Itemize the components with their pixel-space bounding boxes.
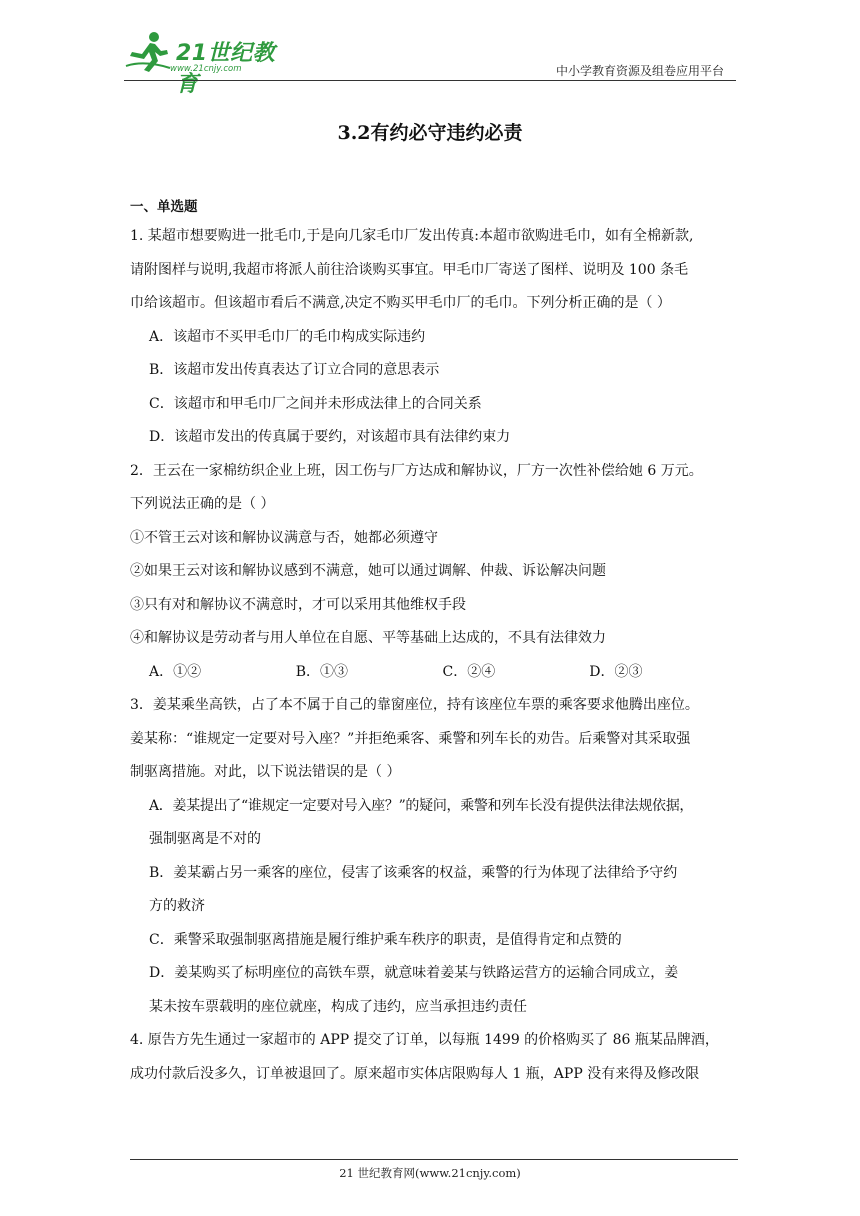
question-2-line-1: 2．王云在一家棉纺织企业上班，因工伤与厂方达成和解协议，厂方一次性补偿给她 6 万元。 [130, 462, 703, 479]
platform-name: 中小学教育资源及组卷应用平台 [555, 64, 724, 78]
question-1-option-b: B．该超市发出传真表达了订立合同的意思表示 [149, 362, 440, 378]
question-3 [130, 689, 736, 1024]
question-1 [130, 220, 736, 455]
question-2-options [130, 656, 736, 690]
question-2-statement-4: ④和解协议是劳动者与用人单位在自愿、平等基础上达成的，不具有法律效力 [130, 630, 606, 646]
question-2-option-d: D．②③ [589, 663, 643, 680]
question-2-statement-2: ②如果王云对该和解协议感到不满意，她可以通过调解、仲裁、诉讼解决问题 [130, 563, 606, 579]
question-3-option-c: C．乘警采取强制驱离措施是履行维护乘车秩序的职责，是值得肯定和点赞的 [149, 931, 622, 948]
question-3-option-d: D．姜某购买了标明座位的高铁车票，就意味着姜某与铁路运营方的运输合同成立，姜 [149, 965, 679, 981]
question-2-statement-3: ③只有对和解协议不满意时，才可以采用其他维权手段 [130, 596, 466, 613]
question-3-line-2: 姜某称：“谁规定一定要对号入座？”并拒绝乘客、乘警和列车长的劝告。后乘警对其采取强 [130, 730, 691, 747]
question-3-option-a-cont: 强制驱离是不对的 [149, 831, 261, 847]
question-2-option-a: A．①② [149, 663, 202, 680]
page-title: 3.2有约必守违约必责 [337, 122, 523, 144]
question-1-option-c: C．该超市和甲毛巾厂之间并未形成法律上的合同关系 [149, 395, 482, 412]
logo-wordmark: 21世纪教育 [176, 41, 276, 97]
question-3-line-3: 制驱离措施。对此，以下说法错误的是（ ） [130, 764, 401, 780]
question-3-option-a: A．姜某提出了“谁规定一定要对号入座？”的疑问，乘警和列车长没有提供法律法规依据， [149, 797, 694, 814]
question-1-line-1: 1. 某超市想要购进一批毛巾,于是向几家毛巾厂发出传真:本超市欲购进毛巾，如有全棉新款, [130, 228, 694, 244]
question-3-option-b-cont: 方的救济 [149, 898, 205, 914]
question-1-line-3: 巾给该超市。但该超市看后不满意,决定不购买甲毛巾厂的毛巾。下列分析正确的是（ ） [130, 295, 671, 311]
question-2 [130, 455, 736, 690]
document-body [130, 196, 736, 1091]
question-4-line-2: 成功付款后没多久，订单被退回了。原来超市实体店限购每人 1 瓶，APP 没有来得及修改限 [130, 1065, 700, 1082]
page-footer: 21 世纪教育网(www.21cnjy.com) [339, 1166, 521, 1180]
question-1-option-a: A．该超市不买甲毛巾厂的毛巾构成实际违约 [149, 328, 426, 345]
header-divider [124, 80, 736, 81]
question-3-option-d-cont: 某未按车票载明的座位就座，构成了违约，应当承担违约责任 [149, 998, 527, 1015]
question-4 [130, 1024, 736, 1091]
question-3-option-b: B．姜某霸占另一乘客的座位，侵害了该乘客的权益，乘警的行为体现了法律给予守约 [149, 864, 678, 881]
site-logo [124, 30, 294, 97]
question-2-option-b: B．①③ [295, 663, 349, 680]
question-4-line-1: 4. 原告方先生通过一家超市的 APP 提交了订单，以每瓶 1499 的价格购买了 86 瓶某品牌酒， [130, 1032, 719, 1048]
logo-url: www.21cnjy.com [170, 64, 242, 74]
section-heading: 一、单选题 [130, 199, 198, 215]
footer-divider [130, 1159, 738, 1160]
question-2-line-2: 下列说法正确的是（ ） [130, 496, 275, 512]
question-1-line-2: 请附图样与说明,我超市将派人前往洽谈购买事宜。甲毛巾厂寄送了图样、说明及 100 条毛 [130, 261, 689, 278]
question-2-statement-1: ①不管王云对该和解协议满意与否，她都必须遵守 [130, 529, 438, 546]
question-2-option-c: C．②④ [442, 663, 496, 680]
question-1-option-d: D．该超市发出的传真属于要约，对该超市具有法律约束力 [149, 429, 511, 445]
question-3-line-1: 3．姜某乘坐高铁，占了本不属于自己的靠窗座位，持有该座位车票的乘客要求他腾出座位。 [130, 697, 699, 713]
runner-logo-icon [124, 30, 176, 74]
